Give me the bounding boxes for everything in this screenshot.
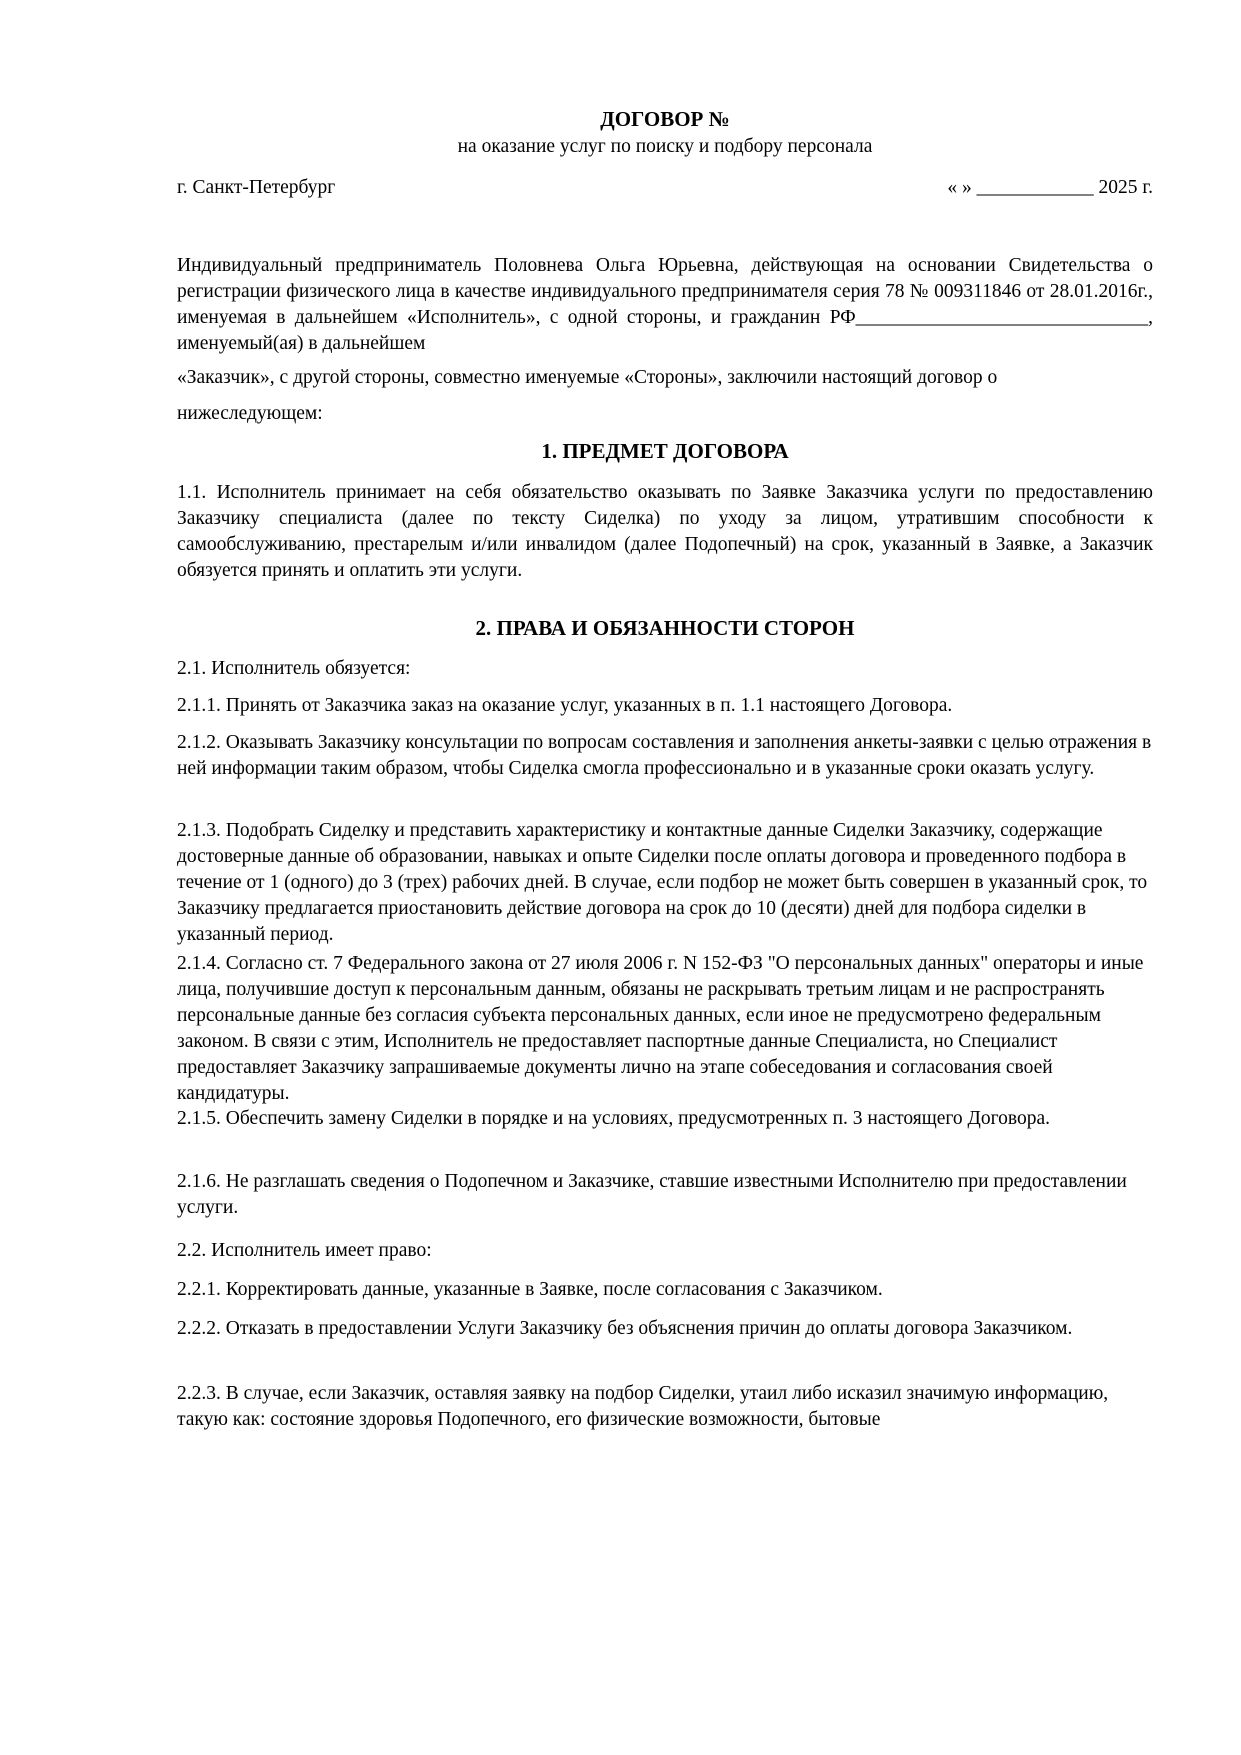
section-2-title: 2. ПРАВА И ОБЯЗАННОСТИ СТОРОН — [475, 616, 855, 640]
place-date-line — [177, 175, 1153, 201]
clause-2-1-5: 2.1.5. Обеспечить замену Сиделки в порядке и на условиях, предусмотренных п. 3 настоящего Договора. — [177, 1108, 1050, 1129]
section-1-title: 1. ПРЕДМЕТ ДОГОВОРА — [541, 439, 789, 463]
preamble-paragraph-3: нижеследующем: — [177, 403, 323, 424]
contract-subtitle: на оказание услуг по поиску и подбору персонала — [457, 136, 873, 157]
preamble-paragraph: Индивидуальный предприниматель Половнева Ольга Юрьевна, действующая на основании Свидетельства о регистрации физического лица в качестве индивидуального предпринимателя серия 78 № 009311846 от 28.01.2016г., именуемая в дальнейшем «Исполнитель», с одной стороны, и гражданин РФ______________________________, именуемый(ая) в дальнейшем — [177, 255, 1153, 354]
preamble-paragraph-2: «Заказчик», с другой стороны, совместно именуемые «Стороны», заключили настоящий договор о — [177, 367, 998, 388]
clause-2-1-3: 2.1.3. Подобрать Сиделку и представить характеристику и контактные данные Сиделки Заказчику, содержащие достоверные данные об образовании, навыках и опыте Сиделки после оплаты договора и проведенного подбора в течение от 1 (одного) до 3 (трех) рабочих дней. В случае, если подбор не может быть совершен в указанный срок, то Заказчику предлагается приостановить действие договора на срок до 10 (десяти) дней для подбора сиделки в указанный период. — [177, 820, 1148, 945]
contract-date: « » ____________ 2025 г. — [947, 177, 1153, 198]
clause-2-1-6: 2.1.6. Не разглашать сведения о Подопечном и Заказчике, ставшие известными Исполнителю при предоставлении услуги. — [177, 1171, 1127, 1218]
city: г. Санкт-Петербург — [177, 177, 336, 198]
clause-2-2: 2.2. Исполнитель имеет право: — [177, 1240, 432, 1261]
clause-2-1-1: 2.1.1. Принять от Заказчика заказ на оказание услуг, указанных в п. 1.1 настоящего Договора. — [177, 695, 953, 716]
clause-2-1-2: 2.1.2. Оказывать Заказчику консультации по вопросам составления и заполнения анкеты-заявки с целью отражения в ней информации таким образом, чтобы Сиделка смогла профессионально и в указанные сроки оказать услугу. — [177, 732, 1152, 779]
clause-2-1: 2.1. Исполнитель обязуется: — [177, 658, 411, 679]
clause-1-1: 1.1. Исполнитель принимает на себя обязательство оказывать по Заявке Заказчика услуги по предоставлению Заказчику специалиста (далее по тексту Сиделка) по уходу за лицом, утратившим способности к самообслуживанию, престарелым и/или инвалидом (далее Подопечный) на срок, указанный в Заявке, а Заказчик обязуется принять и оплатить эти услуги. — [177, 482, 1153, 581]
clause-2-2-1: 2.2.1. Корректировать данные, указанные в Заявке, после согласования с Заказчиком. — [177, 1279, 883, 1300]
clause-2-2-3: 2.2.3. В случае, если Заказчик, оставляя заявку на подбор Сиделки, утаил либо исказил значимую информацию, такую как: состояние здоровья Подопечного, его физические возможности, бытовые — [177, 1383, 1109, 1430]
clause-2-1-4: 2.1.4. Согласно ст. 7 Федерального закона от 27 июля 2006 г. N 152-ФЗ "О персональных данных" операторы и иные лица, получившие доступ к персональным данным, обязаны не раскрывать третьим лицам и не распространять персональные данные без согласия субъекта персональных данных, если иное не предусмотрено федеральным законом. В связи с этим, Исполнитель не предоставляет паспортные данные Специалиста, но Специалист предоставляет Заказчику запрашиваемые документы лично на этапе собеседования и согласования своей кандидатуры. — [177, 953, 1144, 1104]
clause-2-2-2: 2.2.2. Отказать в предоставлении Услуги Заказчику без объяснения причин до оплаты договора Заказчиком. — [177, 1318, 1073, 1339]
contract-title: ДОГОВОР № — [600, 107, 730, 131]
